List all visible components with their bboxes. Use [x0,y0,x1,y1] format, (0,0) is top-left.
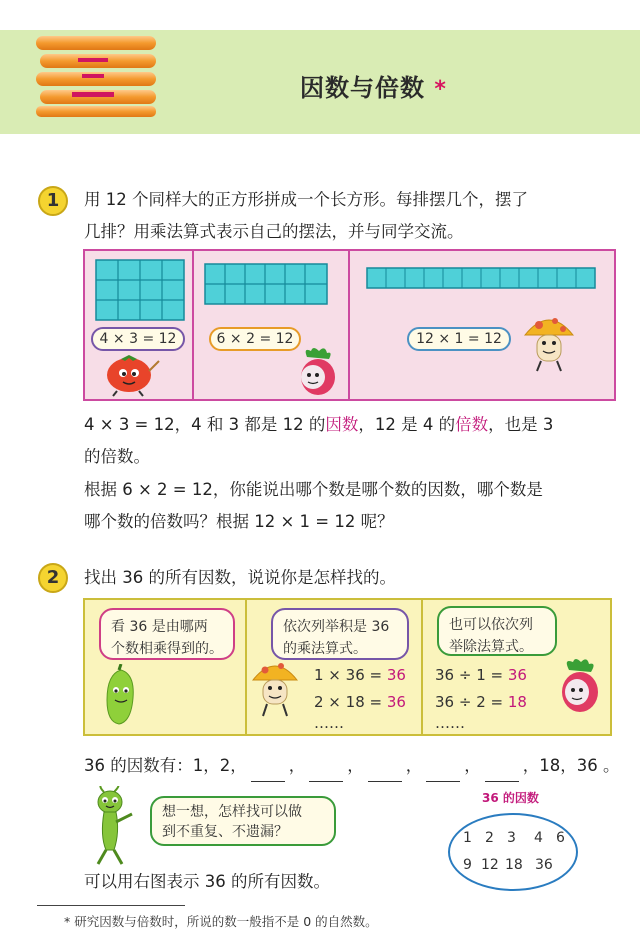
factor-value: 36 [535,857,553,873]
factors-answer-line [84,750,620,782]
circle-title: 36 的因数 [482,791,539,805]
grid-4x3 [95,259,185,321]
factor-value: 12 [481,857,499,873]
answer-blank[interactable] [485,764,519,782]
mult-equation-1 [314,666,406,684]
diagram-caption: 可以用右图表示 36 的所有因数。 [84,872,330,891]
chapter-number-badge [34,34,158,118]
explain-part-b: ，12 是 4 的 [358,415,456,434]
mult-equation-2 [314,693,406,711]
eq-result: 36 [386,693,406,711]
grasshopper-character-icon [84,786,144,866]
q1-text-line1: 用 12 个同样大的正方形拼成一个长方形。每排摆几个，摆了 [84,190,528,209]
term-multiple: 倍数 [455,415,489,434]
factors-circle [448,813,578,891]
grid-12x1 [366,267,596,289]
radish-character-icon [293,347,343,399]
answer-blank[interactable] [251,764,285,782]
panel-divider [245,600,247,734]
q2-text: 找出 36 的所有因数，说说你是怎样找的。 [84,568,396,587]
factor-value: 3 [507,830,516,846]
q2-methods-panel [83,598,612,736]
title-text: 因数与倍数 [300,74,425,102]
radish-character-icon [555,658,605,728]
title-star: * [434,77,447,102]
explain-part-a: 4 × 3 = 12，4 和 3 都是 12 的 [84,415,326,434]
bubble-left-line1: 看 36 是由哪两 [111,619,208,635]
term-factor: 因数 [325,415,359,434]
bubble-mid-line2: 的乘法算式。 [283,641,367,657]
footnote-divider [37,905,185,906]
factor-value: 18 [505,857,523,873]
factor-value: 9 [463,857,472,873]
eq-result: 18 [507,693,527,711]
factors-suffix: ，18，36 。 [522,756,620,775]
grid-6x2 [204,263,328,305]
bubble-mid-line1: 依次列举积是 36 [283,619,390,635]
eq-result: 36 [507,666,527,684]
explain-part-c: ，也是 3 [488,415,554,434]
factor-value: 1 [463,830,472,846]
separator: ， [464,756,481,775]
question-number-2: 2 [38,563,68,593]
panel-divider [348,251,350,399]
speech-bubble-6x2: 6 × 2 = 12 [209,327,301,351]
mushroom-character-icon [249,656,301,722]
answer-blank[interactable] [368,764,402,782]
panel-divider [421,600,423,734]
bubble-list-division [437,606,557,656]
separator: ， [405,756,423,775]
q1-text-line2: 几排？用乘法算式表示自己的摆法，并与同学交流。 [84,222,464,241]
eq-left: 1 × 36 = [314,666,387,684]
factor-value: 6 [556,830,565,846]
q1-explain-line2: 的倍数。 [84,447,150,466]
think-line1: 想一想，怎样找可以做 [162,804,302,820]
speech-bubble-12x1: 12 × 1 = 12 [407,327,511,351]
answer-blank[interactable] [426,764,460,782]
bubble-multiply-hint [99,608,235,660]
mult-ellipsis: …… [314,714,344,732]
factor-value: 4 [534,830,543,846]
div-equation-1 [435,666,527,684]
q1-explain-line1 [84,409,553,441]
factors-prefix: 36 的因数有：1，2， [84,756,247,775]
pepper-character-icon [99,664,143,732]
eq-result: 36 [386,666,406,684]
think-line2: 到不重复、不遗漏？ [162,824,288,840]
bubble-right-line2: 举除法算式。 [449,639,533,655]
bubble-right-line1: 也可以依次列 [449,617,533,633]
eq-left: 2 × 18 = [314,693,387,711]
bubble-left-line2: 个数相乘得到的。 [111,641,223,657]
q1-arrangement-panel [83,249,616,401]
page-title [300,68,447,103]
q1-question-line2: 哪个数的倍数吗？根据 12 × 1 = 12 呢？ [84,512,394,531]
q1-question-line1: 根据 6 × 2 = 12，你能说出哪个数是哪个数的因数，哪个数是 [84,480,543,499]
tomato-character-icon [99,351,163,397]
panel-divider [192,251,194,399]
bubble-list-products [271,608,409,660]
factor-value: 2 [485,830,494,846]
eq-left: 36 ÷ 2 = [435,693,508,711]
bubble-think [150,796,336,846]
eq-left: 36 ÷ 1 = [435,666,508,684]
speech-bubble-4x3: 4 × 3 = 12 [91,327,185,351]
answer-blank[interactable] [309,764,343,782]
footnote: * 研究因数与倍数时，所说的数一般指不是 0 的自然数。 [64,914,378,929]
separator: ， [288,756,306,775]
div-equation-2 [435,693,527,711]
separator: ， [347,756,364,775]
question-number-1: 1 [38,186,68,216]
mushroom-character-icon [519,309,579,379]
div-ellipsis: …… [435,714,465,732]
